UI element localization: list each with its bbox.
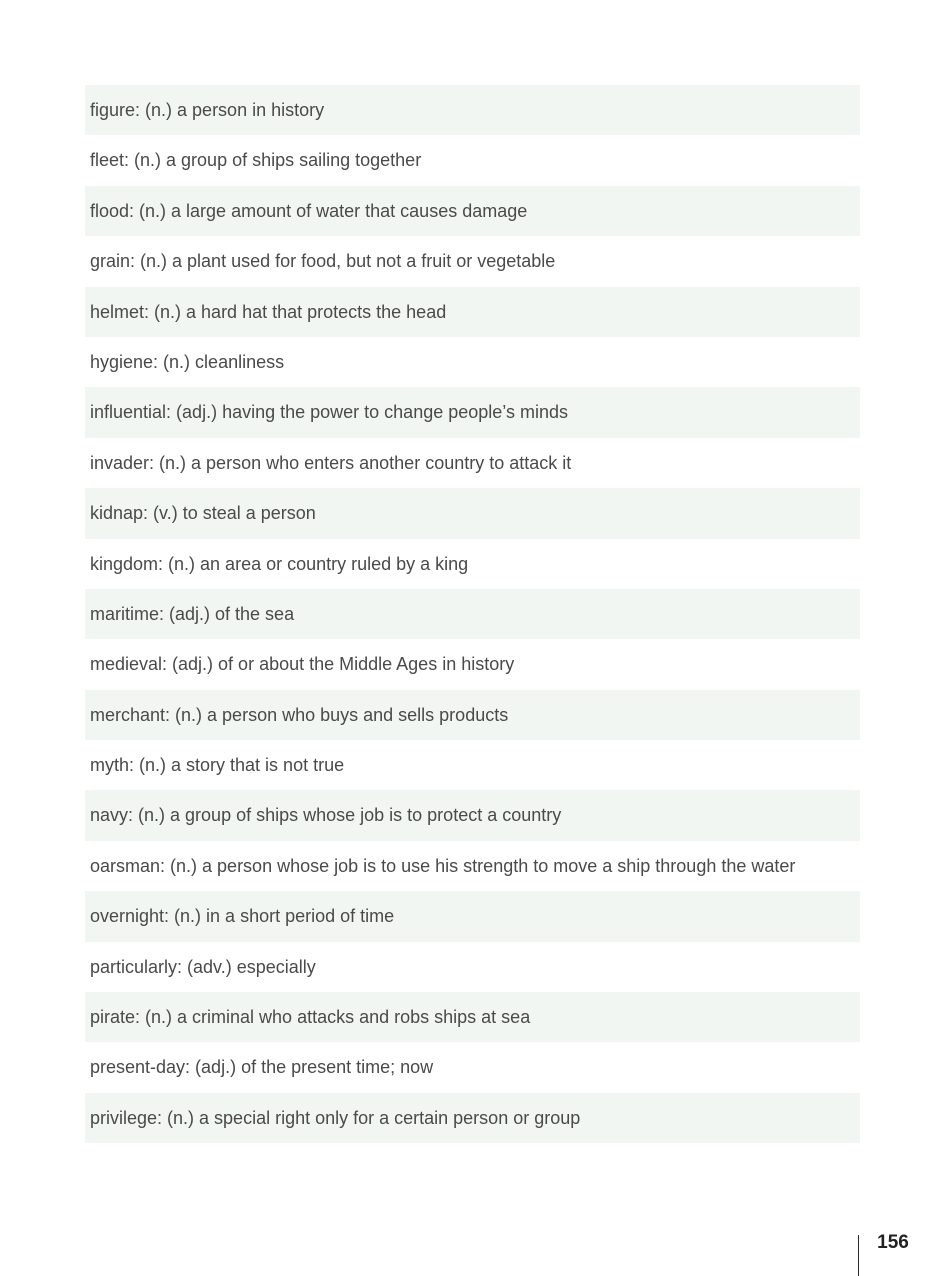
glossary-entry-kingdom: kingdom: (n.) an area or country ruled by a king xyxy=(85,539,860,589)
glossary-entry-merchant: merchant: (n.) a person who buys and sells products xyxy=(85,690,860,740)
glossary-entry-oarsman: oarsman: (n.) a person whose job is to use his strength to move a ship through the water xyxy=(85,841,860,891)
glossary-entry-navy: navy: (n.) a group of ships whose job is to protect a country xyxy=(85,790,860,840)
glossary-entry-kidnap: kidnap: (v.) to steal a person xyxy=(85,488,860,538)
glossary-entry-invader: invader: (n.) a person who enters another country to attack it xyxy=(85,438,860,488)
glossary-entry-present-day: present-day: (adj.) of the present time; now xyxy=(85,1042,860,1092)
glossary-entry-grain: grain: (n.) a plant used for food, but not a fruit or vegetable xyxy=(85,236,860,286)
glossary-entry-hygiene: hygiene: (n.) cleanliness xyxy=(85,337,860,387)
glossary-entry-particularly: particularly: (adv.) especially xyxy=(85,942,860,992)
glossary-entry-maritime: maritime: (adj.) of the sea xyxy=(85,589,860,639)
glossary-entry-fleet: fleet: (n.) a group of ships sailing together xyxy=(85,135,860,185)
glossary-entry-influential: influential: (adj.) having the power to change people’s minds xyxy=(85,387,860,437)
glossary-entry-medieval: medieval: (adj.) of or about the Middle Ages in history xyxy=(85,639,860,689)
page-number: 156 xyxy=(877,1232,909,1253)
glossary-entry-pirate: pirate: (n.) a criminal who attacks and robs ships at sea xyxy=(85,992,860,1042)
page-number-divider xyxy=(858,1235,859,1276)
glossary-list xyxy=(85,85,860,1143)
glossary-entry-myth: myth: (n.) a story that is not true xyxy=(85,740,860,790)
glossary-entry-overnight: overnight: (n.) in a short period of time xyxy=(85,891,860,941)
glossary-entry-helmet: helmet: (n.) a hard hat that protects the head xyxy=(85,287,860,337)
glossary-entry-figure: figure: (n.) a person in history xyxy=(85,85,860,135)
glossary-entry-privilege: privilege: (n.) a special right only for a certain person or group xyxy=(85,1093,860,1143)
glossary-entry-flood: flood: (n.) a large amount of water that causes damage xyxy=(85,186,860,236)
